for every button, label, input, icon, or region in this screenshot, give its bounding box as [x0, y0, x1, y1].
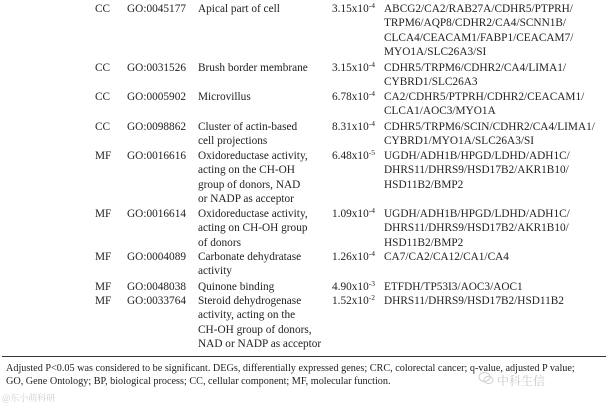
genes-cell — [384, 280, 523, 294]
p-value-cell — [332, 90, 375, 104]
p-value-mantissa: 3.15x10 — [332, 3, 369, 15]
category-cell: CC — [95, 62, 111, 74]
category-cell: CC — [95, 91, 111, 103]
term-line: Carbonate dehydratase — [198, 251, 302, 263]
go-id-cell: GO:0005902 — [127, 91, 186, 103]
p-value-mantissa: 1.26x10 — [332, 251, 369, 263]
go-id-cell: GO:0033764 — [127, 295, 186, 307]
footnote-line: GO, Gene Ontology; BP, biological process; CC, cellular component; MF, molecular function. — [6, 376, 391, 387]
term-line: Apical part of cell — [198, 3, 280, 15]
p-value-exponent: -2 — [368, 293, 375, 302]
term-cell — [198, 294, 321, 352]
term-line: Quinone binding — [198, 281, 275, 293]
p-value-exponent: -5 — [368, 148, 375, 157]
p-value-cell — [332, 2, 375, 16]
term-line: CH-OH group of donors, — [198, 323, 312, 336]
term-line: Microvillus — [198, 91, 251, 103]
p-value-mantissa: 8.31x10 — [332, 121, 369, 133]
p-value-mantissa: 1.52x10 — [332, 295, 369, 307]
genes-cell — [384, 207, 570, 250]
term-cell — [198, 280, 274, 294]
term-line: Steroid dehydrogenase — [198, 295, 302, 307]
genes-line: CYBRD1/MYO1A/SLC26A3/SI — [384, 135, 535, 148]
genes-line: DHRS11/DHRS9/HSD17B2/HSD11B2 — [384, 295, 564, 307]
genes-line: ETFDH/TP53I3/AOC3/AOC1 — [384, 281, 523, 293]
category-cell: MF — [95, 295, 112, 307]
p-value-exponent: -4 — [368, 206, 375, 215]
genes-line: CLCA1/AOC3/MYO1A — [384, 105, 496, 118]
genes-cell — [384, 120, 595, 149]
category-cell: CC — [95, 121, 111, 133]
p-value-cell — [332, 149, 375, 163]
genes-cell — [384, 250, 509, 264]
watermark-text: 中科生信 — [497, 374, 546, 388]
term-line: Oxidoreductase activity, — [198, 150, 308, 162]
term-cell — [198, 250, 301, 279]
term-line: Oxidoreductase activity, — [198, 208, 308, 220]
p-value-mantissa: 6.78x10 — [332, 91, 369, 103]
genes-line: HSD11B2/BMP2 — [384, 178, 464, 191]
genes-line: UGDH/ADH1B/HPGD/LDHD/ADH1C/ — [384, 208, 570, 220]
term-line: activity — [198, 265, 232, 278]
footnote-line: Adjusted P<0.05 was considered to be significant. DEGs, differentially expressed genes; CRC, colorectal cancer; q-value, adjusted P value; — [6, 363, 575, 374]
p-value-mantissa: 3.15x10 — [332, 62, 369, 74]
genes-line: HSD11B2/BMP2 — [384, 236, 464, 249]
p-value-exponent: -4 — [368, 249, 375, 258]
genes-cell — [384, 149, 570, 192]
go-id-cell: GO:0004089 — [127, 251, 186, 263]
genes-line: CLCA4/CEACAM1/FABP1/CEACAM7/ — [384, 31, 574, 44]
wechat-icon — [478, 370, 494, 386]
table-bottom-rule — [2, 356, 606, 357]
term-line: Cluster of actin-based — [198, 121, 298, 133]
genes-line: MYO1A/SLC26A3/SI — [384, 46, 487, 59]
genes-line: DHRS11/DHRS9/HSD17B2/AKR1B10/ — [384, 164, 569, 177]
term-line: cell projections — [198, 135, 268, 148]
genes-line: UGDH/ADH1B/HPGD/LDHD/ADH1C/ — [384, 150, 570, 162]
p-value-exponent: -4 — [368, 60, 375, 69]
genes-line: CDHR5/TRPM6/CDHR2/CA4/LIMA1/ — [384, 62, 567, 74]
term-line: Brush border membrane — [198, 62, 308, 74]
watermark-handle: @东小萌科研 — [2, 393, 56, 403]
term-line: or NADP as acceptor — [198, 193, 294, 206]
p-value-mantissa: 6.48x10 — [332, 150, 369, 162]
p-value-exponent: -4 — [368, 1, 375, 10]
term-line: of donors — [198, 236, 241, 249]
p-value-exponent: -4 — [368, 89, 375, 98]
go-id-cell: GO:0016616 — [127, 150, 186, 162]
genes-cell — [384, 294, 564, 308]
p-value-exponent: -3 — [368, 279, 375, 288]
category-cell: CC — [95, 3, 111, 15]
category-cell: MF — [95, 150, 112, 162]
genes-cell — [384, 61, 566, 90]
term-line: group of donors, NAD — [198, 178, 301, 191]
go-id-cell: GO:0016614 — [127, 208, 186, 220]
category-cell: MF — [95, 208, 112, 220]
genes-cell — [384, 2, 573, 60]
go-id-cell: GO:0045177 — [127, 3, 186, 15]
p-value-cell — [332, 207, 375, 221]
genes-line: TRPM6/AQP8/CDHR2/CA4/SCNN1B/ — [384, 17, 567, 30]
term-cell — [198, 207, 308, 250]
p-value-mantissa: 4.90x10 — [332, 281, 369, 293]
genes-line: CYBRD1/SLC26A3 — [384, 76, 478, 89]
category-cell: MF — [95, 251, 112, 263]
term-cell — [198, 2, 280, 16]
term-cell — [198, 149, 308, 207]
genes-line: CA7/CA2/CA12/CA1/CA4 — [384, 251, 509, 263]
term-cell — [198, 90, 251, 104]
p-value-mantissa: 1.09x10 — [332, 208, 369, 220]
go-id-cell: GO:0098862 — [127, 121, 186, 133]
genes-line: CA2/CDHR5/PTPRH/CDHR2/CEACAM1/ — [384, 91, 585, 103]
p-value-exponent: -4 — [368, 119, 375, 128]
term-line: activity, acting on the — [198, 309, 296, 322]
genes-line: DHRS11/DHRS9/HSD17B2/AKR1B10/ — [384, 222, 569, 235]
p-value-cell — [332, 294, 375, 308]
term-line: acting on the CH-OH — [198, 164, 295, 177]
term-line: acting on CH-OH group — [198, 222, 308, 235]
term-cell — [198, 61, 308, 75]
category-cell: MF — [95, 281, 112, 293]
genes-line: ABCG2/CA2/RAB27A/CDHR5/PTPRH/ — [384, 3, 573, 15]
genes-cell — [384, 90, 584, 119]
go-id-cell: GO:0048038 — [127, 281, 186, 293]
p-value-cell — [332, 120, 375, 134]
genes-line: CDHR5/TRPM6/SCIN/CDHR2/CA4/LIMA1/ — [384, 121, 595, 133]
term-line: NAD or NADP as acceptor — [198, 338, 322, 351]
term-cell — [198, 120, 297, 149]
p-value-cell — [332, 61, 375, 75]
go-id-cell: GO:0031526 — [127, 62, 186, 74]
p-value-cell — [332, 250, 375, 264]
